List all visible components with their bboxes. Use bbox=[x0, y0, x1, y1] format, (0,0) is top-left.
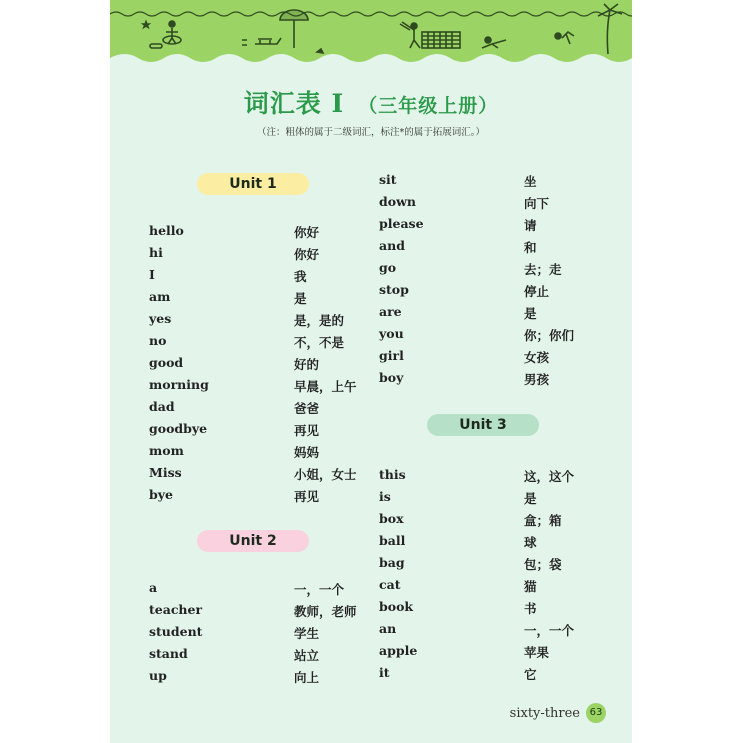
word-zh: 是 bbox=[524, 306, 537, 321]
word-en: teacher bbox=[149, 602, 203, 617]
page-title bbox=[110, 84, 632, 120]
word-zh: 再见 bbox=[294, 489, 320, 504]
unit-1-heading: Unit 1 bbox=[197, 173, 309, 195]
word-zh: 苹果 bbox=[524, 645, 550, 660]
word-zh: 学生 bbox=[294, 626, 320, 641]
word-zh: 你好 bbox=[294, 247, 320, 262]
word-en: up bbox=[149, 668, 167, 683]
word-zh: 停止 bbox=[524, 284, 550, 299]
page-number-word: sixty-three bbox=[509, 705, 580, 721]
unit-3-heading: Unit 3 bbox=[427, 414, 539, 436]
word-zh: 教师，老师 bbox=[294, 604, 357, 619]
page-footer bbox=[510, 702, 606, 724]
word-en: stand bbox=[149, 646, 188, 661]
word-en: yes bbox=[149, 311, 172, 326]
word-zh: 女孩 bbox=[524, 350, 550, 365]
word-zh: 去；走 bbox=[524, 262, 562, 277]
textbook-page bbox=[110, 0, 632, 743]
word-zh: 书 bbox=[524, 601, 537, 616]
word-en: stop bbox=[379, 282, 409, 297]
word-zh: 站立 bbox=[294, 648, 320, 663]
word-zh: 是 bbox=[524, 491, 537, 506]
word-zh: 是，是的 bbox=[294, 313, 345, 328]
word-en: apple bbox=[379, 643, 418, 658]
word-zh: 再见 bbox=[294, 423, 320, 438]
word-en: dad bbox=[149, 399, 175, 414]
word-en: a bbox=[149, 580, 158, 595]
word-zh: 爸爸 bbox=[294, 401, 320, 416]
word-zh: 和 bbox=[524, 240, 537, 255]
word-en: am bbox=[149, 289, 171, 304]
word-zh: 它 bbox=[524, 667, 537, 682]
word-en: mom bbox=[149, 443, 184, 458]
word-en: go bbox=[379, 260, 397, 275]
word-zh: 猫 bbox=[524, 579, 537, 594]
word-en: box bbox=[379, 511, 404, 526]
unit-2-heading: Unit 2 bbox=[197, 530, 309, 552]
word-en: bye bbox=[149, 487, 173, 502]
word-en: good bbox=[149, 355, 184, 370]
word-zh: 男孩 bbox=[524, 372, 550, 387]
word-en: bag bbox=[379, 555, 405, 570]
word-zh: 我 bbox=[294, 269, 307, 284]
word-zh: 小姐，女士 bbox=[294, 467, 357, 482]
word-zh: 你；你们 bbox=[524, 328, 575, 343]
word-en: this bbox=[379, 467, 406, 482]
word-zh: 球 bbox=[524, 535, 537, 550]
word-en: cat bbox=[379, 577, 401, 592]
legend-note: （注：粗体的属于二级词汇，标注*的属于拓展词汇。） bbox=[256, 127, 485, 138]
page-number-badge: 63 bbox=[586, 703, 606, 723]
word-en: down bbox=[379, 194, 416, 209]
word-zh: 早晨，上午 bbox=[294, 379, 357, 394]
word-en: Miss bbox=[149, 465, 182, 480]
word-en: sit bbox=[379, 172, 397, 187]
title-main: 词汇表 I bbox=[243, 89, 345, 118]
word-en: morning bbox=[149, 377, 209, 392]
word-zh: 你好 bbox=[294, 225, 320, 240]
word-zh: 一，一个 bbox=[524, 623, 575, 638]
word-en: girl bbox=[379, 348, 404, 363]
word-en: student bbox=[149, 624, 203, 639]
word-en: it bbox=[379, 665, 390, 680]
word-zh: 盒；箱 bbox=[524, 513, 562, 528]
word-en: are bbox=[379, 304, 402, 319]
word-en: hi bbox=[149, 245, 163, 260]
word-en: no bbox=[149, 333, 167, 348]
word-en: ball bbox=[379, 533, 406, 548]
word-zh: 请 bbox=[524, 218, 537, 233]
word-en: an bbox=[379, 621, 397, 636]
word-zh: 不，不是 bbox=[294, 335, 345, 350]
word-en: is bbox=[379, 489, 391, 504]
word-en: I bbox=[149, 267, 155, 282]
word-zh: 向下 bbox=[524, 196, 550, 211]
word-zh: 这，这个 bbox=[524, 469, 575, 484]
word-en: please bbox=[379, 216, 424, 231]
word-zh: 一，一个 bbox=[294, 582, 345, 597]
word-zh: 妈妈 bbox=[294, 445, 320, 460]
word-en: goodbye bbox=[149, 421, 208, 436]
word-en: and bbox=[379, 238, 405, 253]
header-banner bbox=[110, 0, 632, 70]
word-zh: 包；袋 bbox=[524, 557, 562, 572]
word-en: you bbox=[379, 326, 404, 341]
word-zh: 向上 bbox=[294, 670, 320, 685]
word-en: book bbox=[379, 599, 414, 614]
word-zh: 是 bbox=[294, 291, 307, 306]
word-en: boy bbox=[379, 370, 404, 385]
title-sub: （三年级上册） bbox=[358, 95, 499, 117]
word-zh: 坐 bbox=[524, 174, 537, 189]
word-en: hello bbox=[149, 223, 184, 238]
word-zh: 好的 bbox=[294, 357, 320, 372]
